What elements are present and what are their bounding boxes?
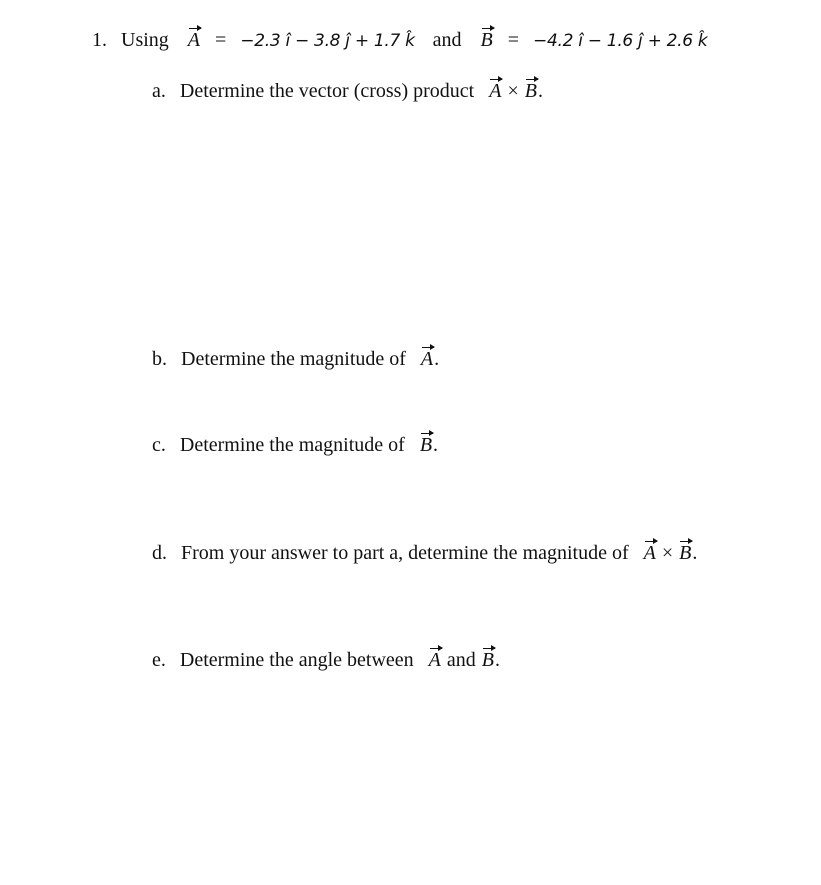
vector-a-components: −2.3 î − 3.8 ĵ + 1.7 k̂ xyxy=(240,31,415,51)
period: . xyxy=(434,348,440,370)
conjunction-and: and xyxy=(446,649,476,671)
vector-b-symbol: B xyxy=(480,29,493,51)
vector-b-symbol: B xyxy=(524,80,537,102)
part-text: Determine the magnitude of xyxy=(181,348,406,370)
period: . xyxy=(433,434,439,456)
vector-a-symbol: A xyxy=(643,542,656,564)
vector-b-symbol: B xyxy=(481,649,494,671)
equals-sign: = xyxy=(215,29,227,51)
vector-a-symbol: A xyxy=(420,348,434,370)
part-label: a. xyxy=(152,80,166,102)
vector-b-symbol: B xyxy=(679,542,692,564)
part-text: Determine the vector (cross) product xyxy=(179,80,475,102)
cross-operator: × xyxy=(507,80,519,102)
conjunction-and: and xyxy=(432,29,462,51)
part-e xyxy=(152,647,500,673)
question-number: 1. xyxy=(92,29,107,51)
part-text: Determine the magnitude of xyxy=(179,434,405,456)
part-text: Determine the angle between xyxy=(179,649,414,671)
equals-sign-2: = xyxy=(507,29,520,51)
part-d xyxy=(152,540,697,566)
part-label: d. xyxy=(152,542,167,564)
vector-b-symbol: B xyxy=(419,434,433,456)
cross-operator: × xyxy=(661,542,674,564)
vector-b-components: −4.2 î − 1.6 ĵ + 2.6 k̂ xyxy=(533,31,708,51)
vector-a-symbol: A xyxy=(187,29,201,51)
part-c xyxy=(152,432,438,458)
period: . xyxy=(692,542,698,564)
part-text: From your answer to part a, determine the magnitude of xyxy=(181,542,629,564)
part-label: c. xyxy=(152,434,166,456)
part-label: e. xyxy=(152,649,166,671)
part-label: b. xyxy=(152,348,167,370)
part-a xyxy=(152,78,543,104)
vector-a-symbol: A xyxy=(428,649,441,671)
question-1 xyxy=(92,27,707,54)
question-intro: Using xyxy=(121,29,169,51)
part-b xyxy=(152,346,439,372)
period: . xyxy=(495,649,500,671)
vector-a-symbol: A xyxy=(489,80,502,102)
period: . xyxy=(537,80,543,102)
